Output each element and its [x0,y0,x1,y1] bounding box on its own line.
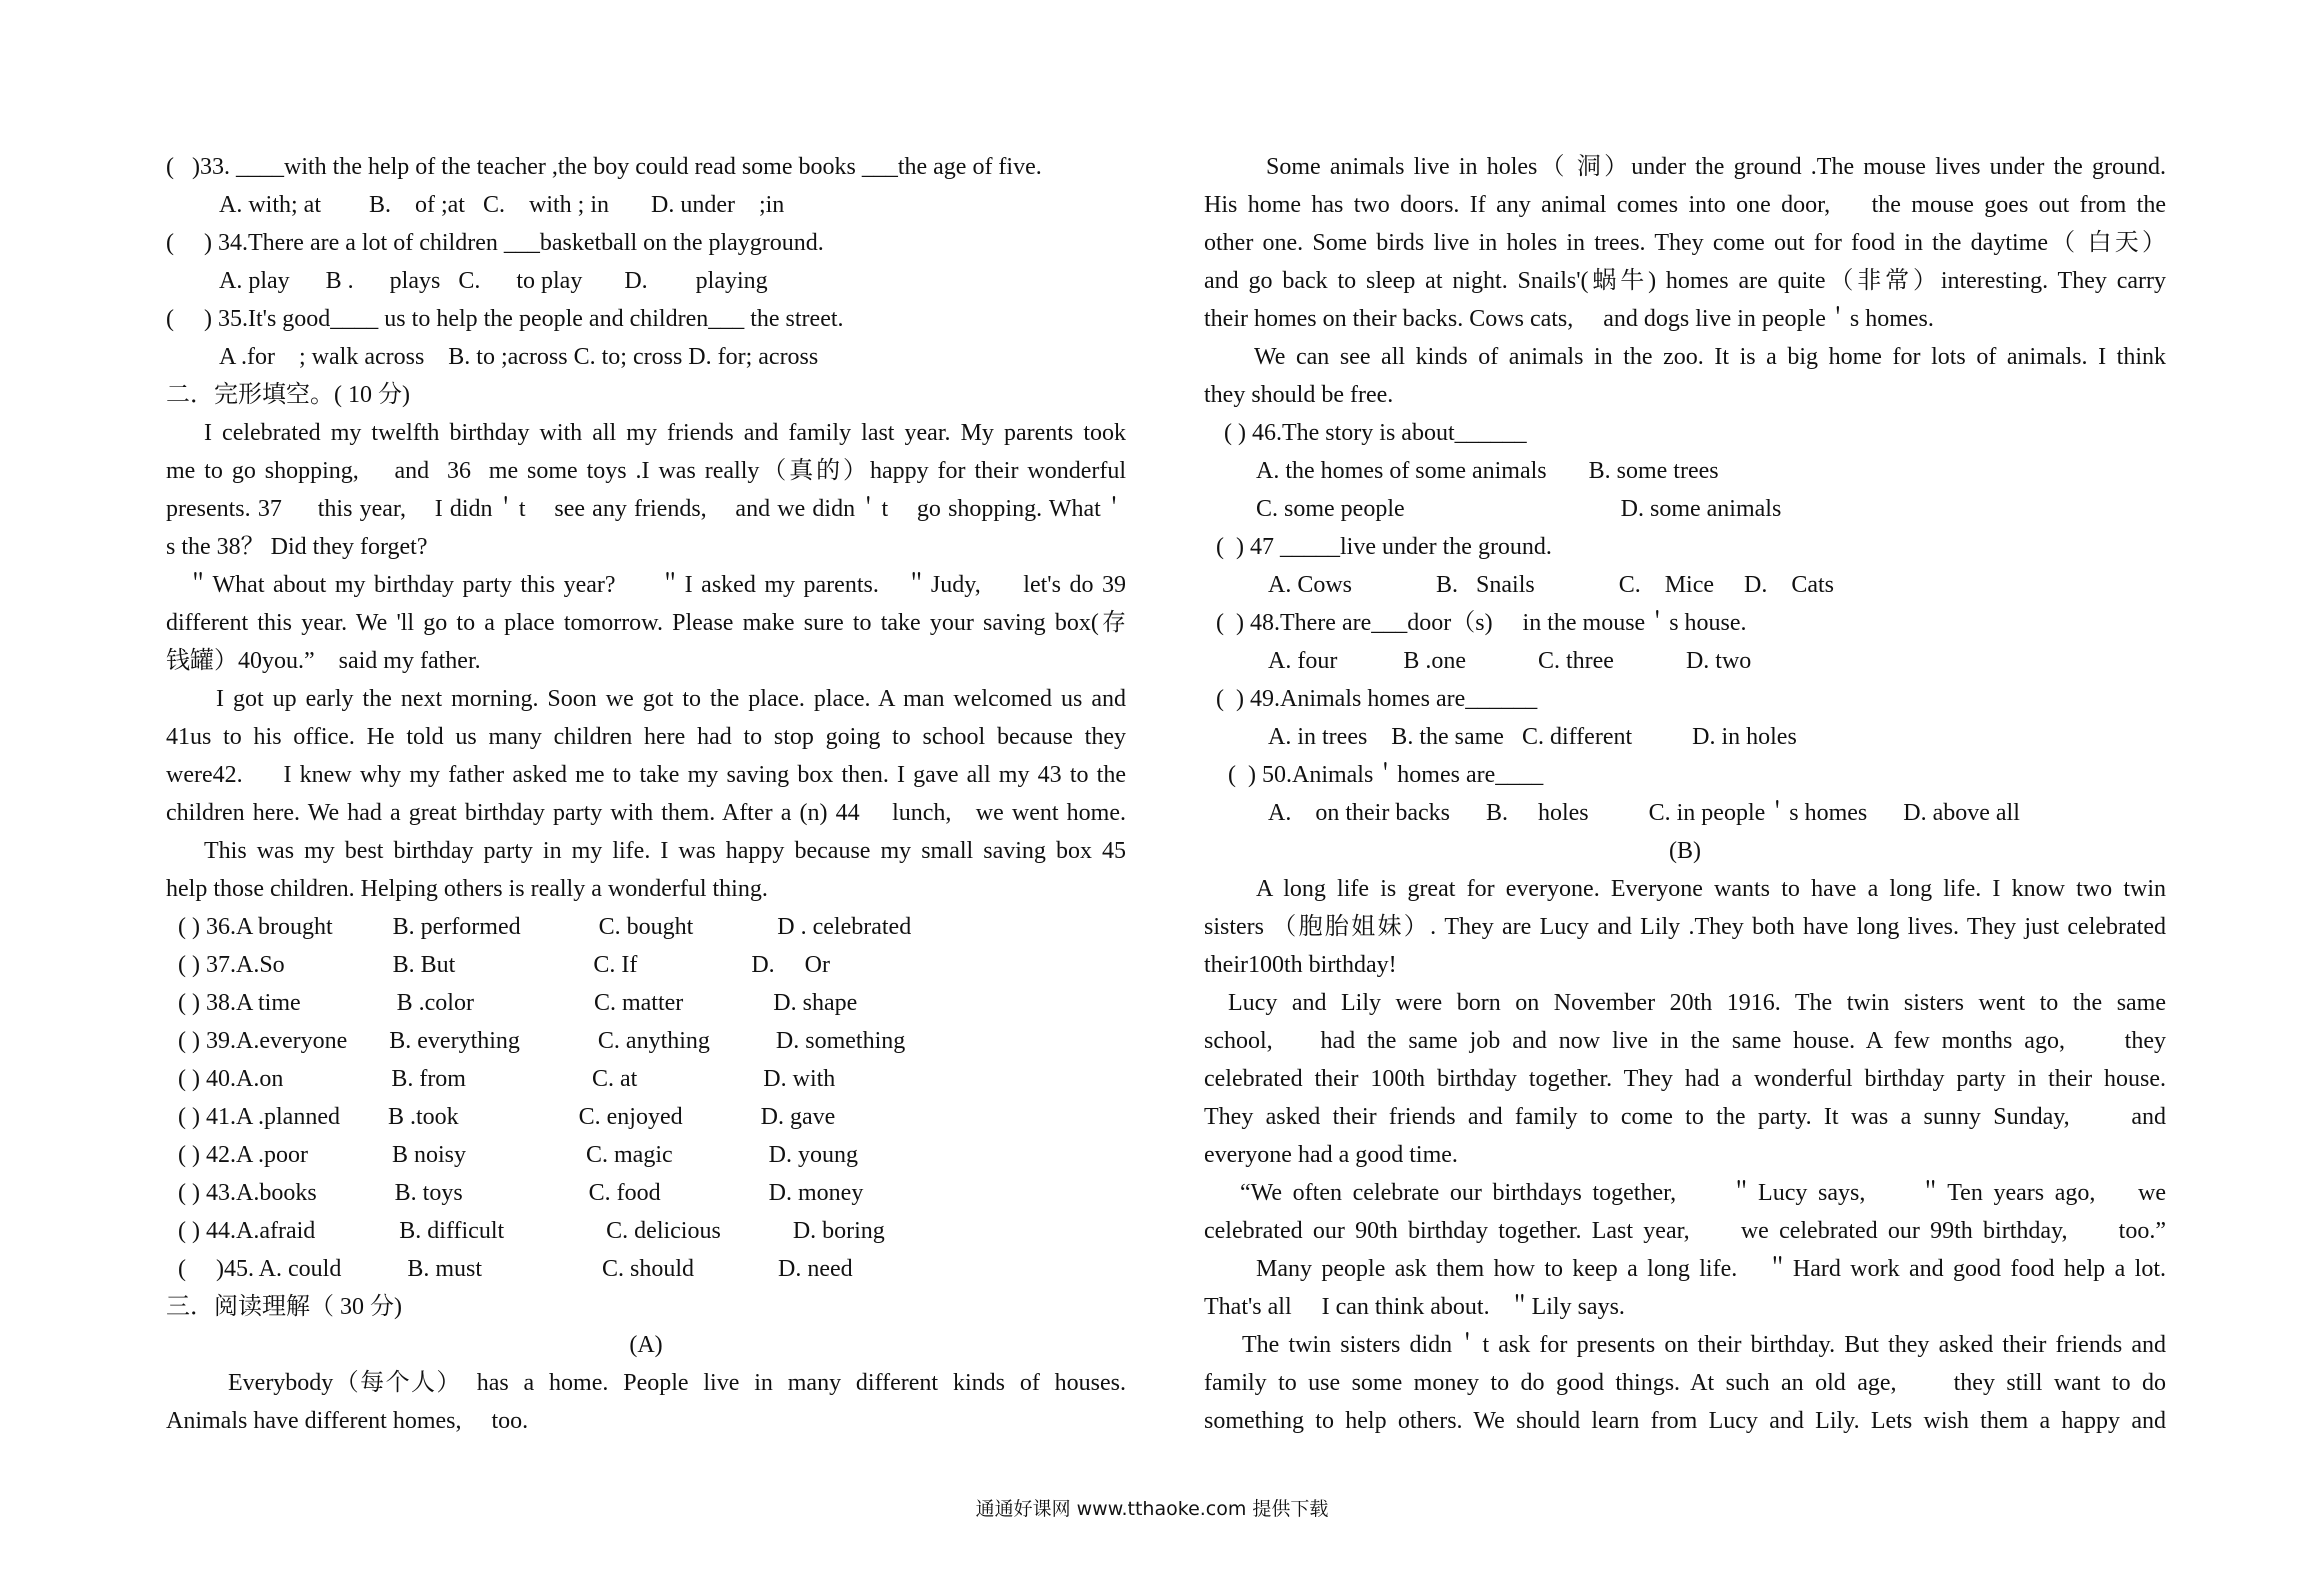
left-text-line: (A) [629,1332,663,1358]
left-text-line: 41us to his office. He told us many children here had to stop going to school because they [166,724,1126,750]
right-text-line: their homes on their backs. Cows cats, and dogs live in people＇s homes. [1204,306,1934,332]
right-text-line: they should be free. [1204,382,1394,408]
right-text-line: ( ) 50.Animals＇homes are____ [1228,762,1544,788]
right-text-line: C. some people D. some animals [1256,496,1782,522]
left-text-line: A. with; at B. of ;at C. with ; in D. under ;in [219,192,785,218]
right-text-line: ( ) 49.Animals homes are______ [1216,686,1538,712]
right-column [1204,148,2166,1440]
left-text-line: Animals have different homes, too. [166,1408,529,1434]
left-text-line: ( ) 35.It's good____ us to help the people and children___ the street. [166,306,844,332]
right-text-line: and go back to sleep at night. Snails'(蜗牛) homes are quite（非常）interesting. They carry [1204,268,2166,294]
left-text-line: ( ) 42.A .poor B noisy C. magic D. young [178,1142,858,1168]
left-text-line: ( ) 38.A time B .color C. matter D. shape [178,990,858,1016]
right-text-line: We can see all kinds of animals in the zoo. It is a big home for lots of animals. I think [1254,344,2166,370]
left-text-line: I celebrated my twelfth birthday with all my friends and family last year. My parents took [204,420,1126,446]
left-text-line: This was my best birthday party in my life. I was happy because my small saving box 45 [204,838,1126,864]
left-text-line: ( ) 39.A.everyone B. everything C. anything D. something [178,1028,906,1054]
left-text-line: were42. I knew why my father asked me to take my saving box then. I gave all my 43 to the [166,762,1126,788]
left-text-line: ＂What about my birthday party this year? ＂I asked my parents. ＂Judy, let's do 39 [186,572,1126,598]
right-text-line: The twin sisters didn＇t ask for presents on their birthday. But they asked their friends and [1242,1332,2166,1358]
right-text-line: A. Cows B. Snails C. Mice D. Cats [1268,572,1835,598]
left-text-line: ( ) 37.A.So B. But C. If D. Or [178,952,830,978]
right-text-line: A. in trees B. the same C. different D. in holes [1268,724,1797,750]
left-text-line: ( ) 43.A.books B. toys C. food D. money [178,1180,864,1206]
left-text-line: ( )33. ____with the help of the teacher ,the boy could read some books ___the age of five. [166,154,1042,180]
right-text-line: “We often celebrate our birthdays together, ＂Lucy says, ＂Ten years ago, we [1240,1180,2166,1206]
left-text-line: presents. 37 this year, I didn＇t see any friends, and we didn＇t go shopping. What＇ [166,496,1126,522]
right-text-line: their100th birthday! [1204,952,1397,978]
right-text-line: everyone had a good time. [1204,1142,1458,1168]
right-text-line: A. on their backs B. holes C. in people＇s homes D. above all [1268,800,2020,826]
right-text-line: school, had the same job and now live in the same house. A few months ago, they [1204,1028,2166,1054]
left-text-line: ( ) 36.A brought B. performed C. bought D . celebrated [178,914,912,940]
left-text-line: s the 38？ Did they forget? [166,534,428,560]
left-text-line: help those children. Helping others is really a wonderful thing. [166,876,768,902]
right-text-line: That's all I can think about. ＂Lily says. [1204,1294,1625,1320]
left-text-line: me to go shopping, and 36 me some toys .I was really（真的）happy for their wonderful [166,458,1126,484]
left-text-line: children here. We had a great birthday party with them. After a (n) 44 lunch, we went home. [166,800,1126,826]
left-text-line: ( ) 40.A.on B. from C. at D. with [178,1066,836,1092]
right-text-line: Many people ask them how to keep a long life. ＂Hard work and good food help a lot. [1256,1256,2166,1282]
left-text-line: ( )45. A. could B. must C. should D. need [178,1256,853,1282]
right-text-line: Lucy and Lily were born on November 20th 1916. The twin sisters went to the same [1228,990,2166,1016]
left-text-line: ( ) 34.There are a lot of children ___basketball on the playground. [166,230,824,256]
page-footer: 通通好课网 www.tthaoke.com 提供下载 [975,1498,1329,1520]
left-text-line: 二．完形填空。( 10 分) [166,382,410,408]
right-text-line: ( ) 48.There are___door（s) in the mouse＇s house. [1216,610,1747,636]
right-text-line: ( ) 46.The story is about______ [1224,420,1527,446]
right-text-line: Some animals live in holes（ 洞）under the ground .The mouse lives under the ground. [1266,154,2166,180]
right-text-line: celebrated their 100th birthday together. They had a wonderful birthday party in their house. [1204,1066,2166,1092]
left-text-line: A .for ; walk across B. to ;across C. to; cross D. for; across [219,344,819,370]
left-text-line: A. play B . plays C. to play D. playing [219,268,768,294]
left-text-line: ( ) 44.A.afraid B. difficult C. delicious D. boring [178,1218,885,1244]
left-text-line: ( ) 41.A .planned B .took C. enjoyed D. gave [178,1104,836,1130]
right-text-line: A. four B .one C. three D. two [1268,648,1752,674]
right-text-line: family to use some money to do good things. At such an old age, they still want to do [1204,1370,2166,1396]
left-text-line: 钱罐）40you.” said my father. [166,648,481,674]
right-text-line: ( ) 47 _____live under the ground. [1216,534,1552,560]
left-text-line: Everybody（每个人） has a home. People live in many different kinds of houses. [228,1370,1126,1396]
right-text-line: sisters （胞胎姐妹）. They are Lucy and Lily .They both have long lives. They just celebrated [1204,914,2166,940]
left-text-line: I got up early the next morning. Soon we got to the place. place. A man welcomed us and [216,686,1126,712]
left-text-line: 三．阅读理解（ 30 分) [166,1294,402,1320]
right-text-line: (B) [1669,838,1701,864]
right-text-line: They asked their friends and family to come to the party. It was a sunny Sunday, and [1204,1104,2166,1130]
right-text-line: other one. Some birds live in holes in trees. They come out for food in the daytime（ 白天） [1204,230,2166,256]
left-column [166,148,1126,1440]
right-text-line: celebrated our 90th birthday together. Last year, we celebrated our 99th birthday, too.” [1204,1218,2166,1244]
right-text-line: His home has two doors. If any animal comes into one door, the mouse goes out from the [1204,192,2166,218]
left-text-line: different this year. We 'll go to a place tomorrow. Please make sure to take your saving box(存 [166,610,1126,636]
right-text-line: A. the homes of some animals B. some trees [1256,458,1719,484]
right-text-line: A long life is great for everyone. Everyone wants to have a long life. I know two twin [1256,876,2166,902]
right-text-line: something to help others. We should learn from Lucy and Lily. Lets wish them a happy and [1204,1408,2166,1434]
